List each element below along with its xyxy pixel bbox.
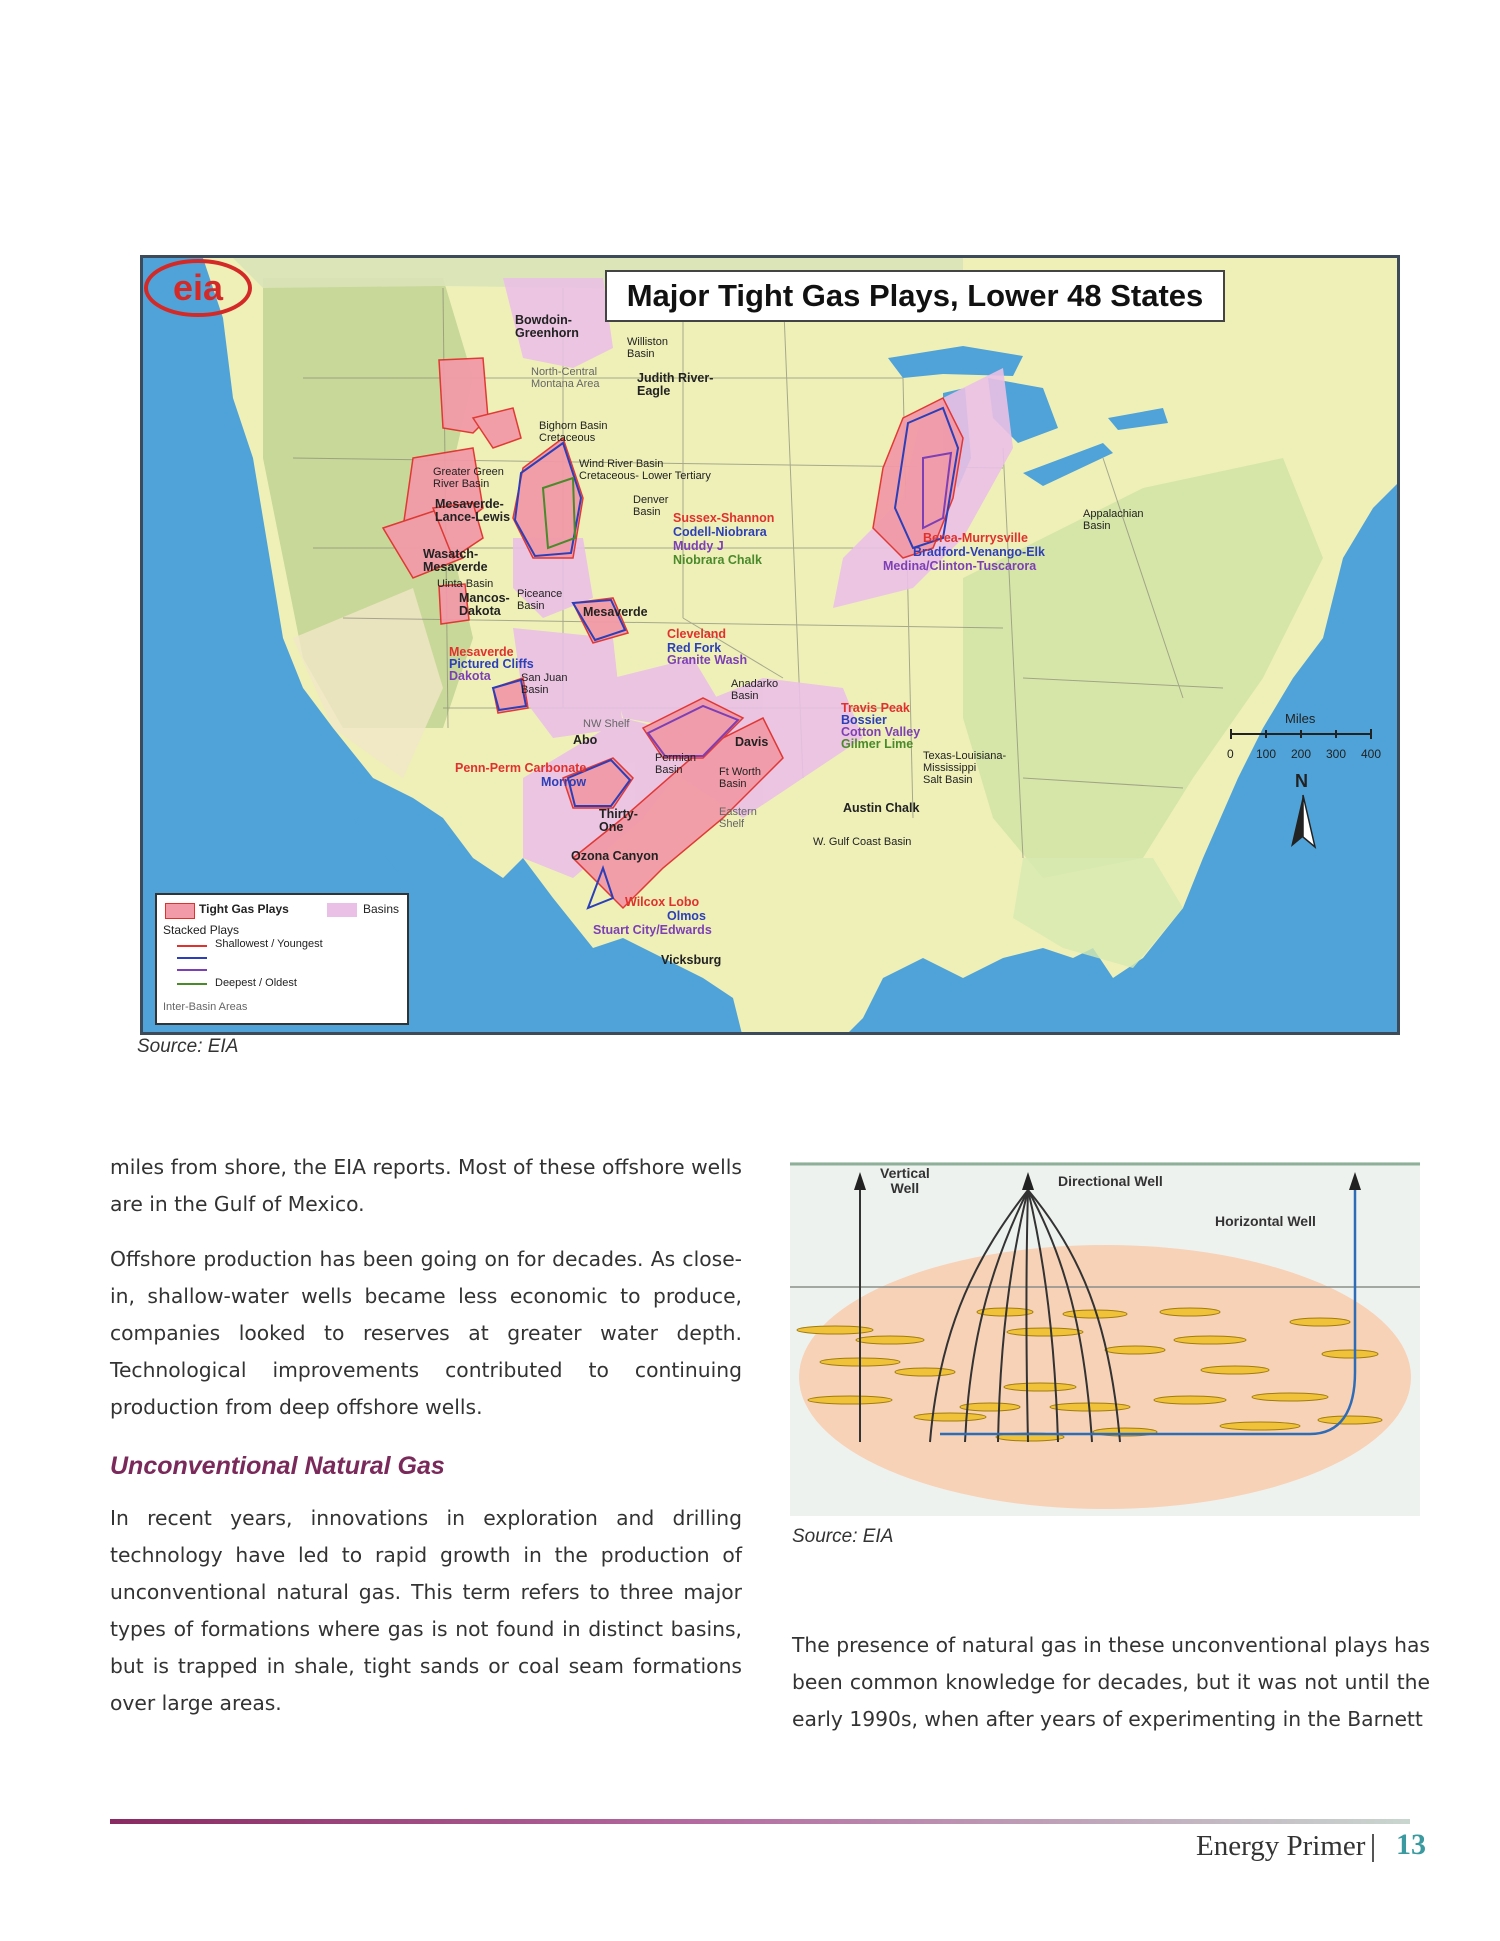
label-mesaverde: Mesaverde xyxy=(583,605,648,619)
scale-tick-200: 200 xyxy=(1291,747,1312,761)
label-wilcox: Wilcox Lobo xyxy=(625,895,700,909)
map-title: Major Tight Gas Plays, Lower 48 States xyxy=(605,270,1225,322)
left-para-3: In recent years, innovations in exploration and drilling technology have led to rapid growth in the production of unconventional natural gas. This term refers to three major types of formations where gas is not found in distinct basins, but is trapped in shale, tight sands or coal seam formations over large areas. xyxy=(110,1506,742,1715)
label-cleveland: Cleveland xyxy=(667,627,727,641)
label-williston: Williston Basin xyxy=(627,336,668,360)
legend-deepest: Deepest / Oldest xyxy=(215,977,297,989)
horizontal-well-label: Horizontal Well xyxy=(1215,1213,1316,1229)
label-bowdoin: Bowdoin- Greenhorn xyxy=(515,313,579,340)
label-denver: Denver Basin xyxy=(633,494,669,518)
label-olmos: Olmos xyxy=(667,909,706,923)
label-gulf-coast: W. Gulf Coast Basin xyxy=(813,836,912,848)
map-legend xyxy=(155,893,409,1025)
label-sussex: Sussex-Shannon xyxy=(673,511,775,525)
left-para-1: miles from shore, the EIA reports. Most of these offshore wells are in the Gulf of Mexico. xyxy=(110,1155,742,1216)
label-red-fork: Red Fork xyxy=(667,641,722,655)
label-stuart: Stuart City/Edwards xyxy=(593,923,712,937)
label-medina: Medina/Clinton-Tuscarora xyxy=(883,559,1037,573)
label-muddy: Muddy J xyxy=(673,539,724,553)
legend-swatch-basin xyxy=(327,903,357,917)
label-dakota: Dakota xyxy=(449,669,491,683)
label-granite-wash: Granite Wash xyxy=(667,653,748,667)
label-san-juan: San Juan Basin xyxy=(521,672,568,696)
footer-title: Energy Primer xyxy=(1196,1830,1366,1862)
scale-title: Miles xyxy=(1285,711,1316,726)
southeast-terrain xyxy=(1013,858,1183,968)
section-heading: Unconventional Natural Gas xyxy=(110,1452,445,1480)
right-para-1: The presence of natural gas in these unconventional plays has been common knowledge for decades, but it was not until the early 1990s, when after years of experimenting in the Barnett xyxy=(792,1633,1430,1731)
label-gilmer-lime: Gilmer Lime xyxy=(841,737,914,751)
legend-stacked: Stacked Plays xyxy=(163,923,240,937)
scale-bar xyxy=(1223,725,1383,749)
map-scale xyxy=(1223,711,1383,851)
map-caption: Source: EIA xyxy=(137,1036,239,1057)
label-piceance: Piceance Basin xyxy=(517,588,563,612)
label-anadarko: Anadarko Basin xyxy=(731,678,779,702)
legend-inter-basin: Inter-Basin Areas xyxy=(163,1001,248,1013)
label-austin-chalk: Austin Chalk xyxy=(843,801,920,815)
vertical-well-label: Vertical Well xyxy=(880,1165,930,1196)
label-wind-river: Wind River Basin Cretaceous- Lower Tertiary xyxy=(579,458,711,482)
well-types-figure xyxy=(790,1162,1420,1516)
legend-line-green xyxy=(177,983,207,985)
footer-rule xyxy=(110,1819,1410,1824)
label-permian: Permian Basin xyxy=(655,752,696,776)
label-judith: Judith River- Eagle xyxy=(637,371,714,398)
page-number: 13 xyxy=(1396,1828,1426,1861)
label-mesaverde-2: Mesaverde xyxy=(449,645,514,659)
legend-line-purple xyxy=(177,969,207,971)
label-penn-perm: Penn-Perm Carbonate xyxy=(455,761,587,775)
label-texas-louisiana: Texas-Louisiana- Mississippi Salt Basin xyxy=(923,750,1007,786)
legend-swatch-play xyxy=(165,903,195,919)
label-morrow: Morrow xyxy=(541,775,587,789)
label-bighorn: Bighorn Basin Cretaceous xyxy=(539,420,608,444)
label-ft-worth: Ft Worth Basin xyxy=(719,766,761,790)
label-mancos: Mancos- Dakota xyxy=(459,591,510,618)
scale-tick-100: 100 xyxy=(1256,747,1277,761)
north-arrow-icon xyxy=(1285,793,1321,851)
label-nw-shelf: NW Shelf xyxy=(583,718,630,730)
label-niobrara: Niobrara Chalk xyxy=(673,553,762,567)
label-codell: Codell-Niobrara xyxy=(673,525,767,539)
label-cotton-valley: Cotton Valley xyxy=(841,725,921,739)
wells-diagram xyxy=(790,1162,1420,1516)
vertical-well-arrow-icon xyxy=(854,1172,866,1190)
label-appalachian: Appalachian Basin xyxy=(1083,508,1144,532)
label-north-central: North-Central Montana Area xyxy=(531,366,600,390)
label-uinta: Uinta Basin xyxy=(437,578,494,590)
label-berea: Berea-Murrysville xyxy=(923,531,1028,545)
legend-line-blue xyxy=(177,957,207,959)
north-label: N xyxy=(1295,771,1308,791)
left-para-2: Offshore production has been going on for decades. As close-in, shallow-water wells became less economic to produce, companies looked to reserves at greater water depth. Technological improvements contributed to continuing production from deep offshore wells. xyxy=(110,1247,742,1419)
label-davis: Davis xyxy=(735,735,769,749)
eia-logo-icon xyxy=(143,258,253,318)
scale-tick-400: 400 xyxy=(1361,747,1382,761)
legend-basins: Basins xyxy=(363,902,400,916)
label-wasatch: Wasatch- Mesaverde xyxy=(423,547,488,574)
scale-tick-0: 0 xyxy=(1227,747,1234,761)
wells-caption: Source: EIA xyxy=(792,1526,894,1547)
label-greater-green: Greater Green River Basin xyxy=(433,466,504,490)
eia-logo-text: eia xyxy=(172,267,224,308)
label-thirty-one: Thirty- One xyxy=(599,807,638,834)
label-travis-peak: Travis Peak xyxy=(841,701,910,715)
footer-divider xyxy=(1372,1834,1374,1862)
legend-shallowest: Shallowest / Youngest xyxy=(215,938,323,950)
label-ozona: Ozona Canyon xyxy=(571,849,659,863)
label-mesaverde-lance: Mesaverde- Lance-Lewis xyxy=(435,497,511,524)
horizontal-well-arrow-icon xyxy=(1349,1172,1361,1190)
label-bossier: Bossier xyxy=(841,713,887,727)
label-eastern-shelf: Eastern Shelf xyxy=(719,806,757,830)
label-vicksburg: Vicksburg xyxy=(661,953,722,967)
legend-tight-gas: Tight Gas Plays xyxy=(199,902,289,916)
scale-tick-300: 300 xyxy=(1326,747,1347,761)
tight-gas-map xyxy=(140,255,1400,1035)
label-abo: Abo xyxy=(573,733,598,747)
directional-well-arrow-icon xyxy=(1022,1172,1034,1190)
legend-line-red xyxy=(177,945,207,947)
directional-well-label: Directional Well xyxy=(1058,1173,1163,1189)
label-bradford: Bradford-Venango-Elk xyxy=(913,545,1045,559)
label-pictured-cliffs: Pictured Cliffs xyxy=(449,657,534,671)
